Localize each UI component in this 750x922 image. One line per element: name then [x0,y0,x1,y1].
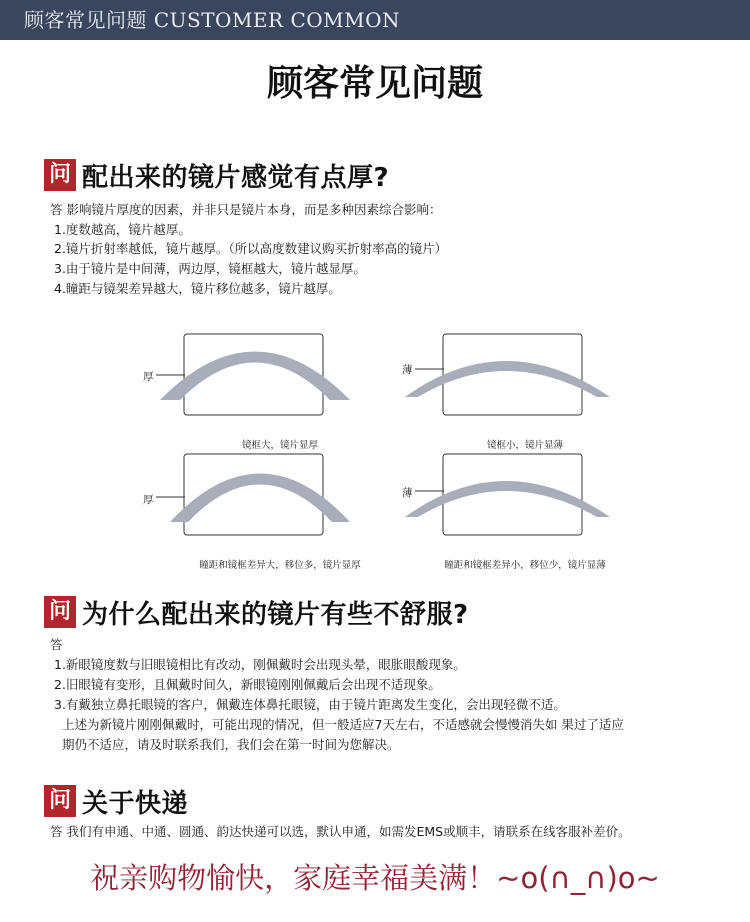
banner-title: 顾客常见问题 CUSTOMER COMMON [24,8,400,32]
diagram-caption: 镜框大，镜片显厚 [241,440,318,451]
question-3-heading [44,785,188,817]
answer-1-line: 4.瞳距与镜架差异越大，镜片移位越多，镜片越厚。 [54,281,341,296]
answer-2-line: 期仍不适应，请及时联系我们，我们会在第一时间为您解决。 [62,737,400,752]
answer-1-line: 答 影响镜片厚度的因素，并非只是镜片本身，而是多种因素综合影响： [50,202,442,217]
lens-thickness-label: 薄 [402,487,413,499]
closing-slogan: 祝亲购物愉快，家庭幸福美满！~o(∩_∩)o~ [90,861,660,895]
answer-2-line: 2.旧眼镜有变形，且佩戴时间久，新眼镜刚刚佩戴后会出现不适现象。 [54,677,441,692]
answer-1-line: 1.度数越高，镜片越厚。 [54,222,191,237]
answer-1-line: 2.镜片折射率越低，镜片越厚。（所以高度数建议购买折射率高的镜片） [54,241,448,256]
answer-2-line: 上述为新镜片刚刚佩戴时，可能出现的情况，但一般适应7天左右，不适感就会慢慢消失如 果过了适应 [62,717,624,732]
lens-illustration [140,305,420,437]
lens-thickness-label: 厚 [143,371,154,383]
page-title: 顾客常见问题 [266,63,483,104]
lens-diagram-small-pd-difference [385,425,665,575]
question-badge: 问 [44,785,76,817]
question-2-title: 为什么配出来的镜片有些不舒服? [82,599,469,630]
question-1-title: 配出来的镜片感觉有点厚? [82,162,390,193]
answer-2-line: 3.有戴独立鼻托眼镜的客户，佩戴连体鼻托眼镜，由于镜片距离发生变化，会出现轻微不适。 [54,697,566,712]
question-badge: 问 [44,159,76,191]
lens-diagram-large-pd-difference [140,425,420,575]
answer-2-line: 1.新眼镜度数与旧眼镜相比有改动，刚佩戴时会出现头晕，眼胀眼酸现象。 [54,657,466,672]
answer-2-line: 答 [50,637,63,652]
answer-3-line: 答 我们有申通、中通、圆通、韵达快递可以选，默认申通，如需发EMS或顺丰，请联系在线客服补差价。 [50,824,631,839]
diagram-caption: 镜框小，镜片显薄 [486,440,563,451]
diagram-caption: 瞳距和镜框差异小，移位少，镜片显薄 [444,560,606,571]
lens-illustration [385,305,665,437]
question-badge: 问 [44,596,76,628]
question-3-title: 关于快递 [82,788,189,819]
lens-illustration [140,425,420,557]
lens-illustration [385,425,665,557]
question-1-heading [44,159,389,191]
question-2-heading [44,596,469,628]
lens-thickness-label: 薄 [402,364,413,376]
diagram-caption: 瞳距和镜框差异大，移位多，镜片显厚 [199,560,361,571]
header-banner [0,0,750,40]
answer-1-line: 3.由于镜片是中间薄，两边厚，镜框越大，镜片越显厚。 [54,261,366,276]
lens-thickness-label: 厚 [143,494,154,506]
